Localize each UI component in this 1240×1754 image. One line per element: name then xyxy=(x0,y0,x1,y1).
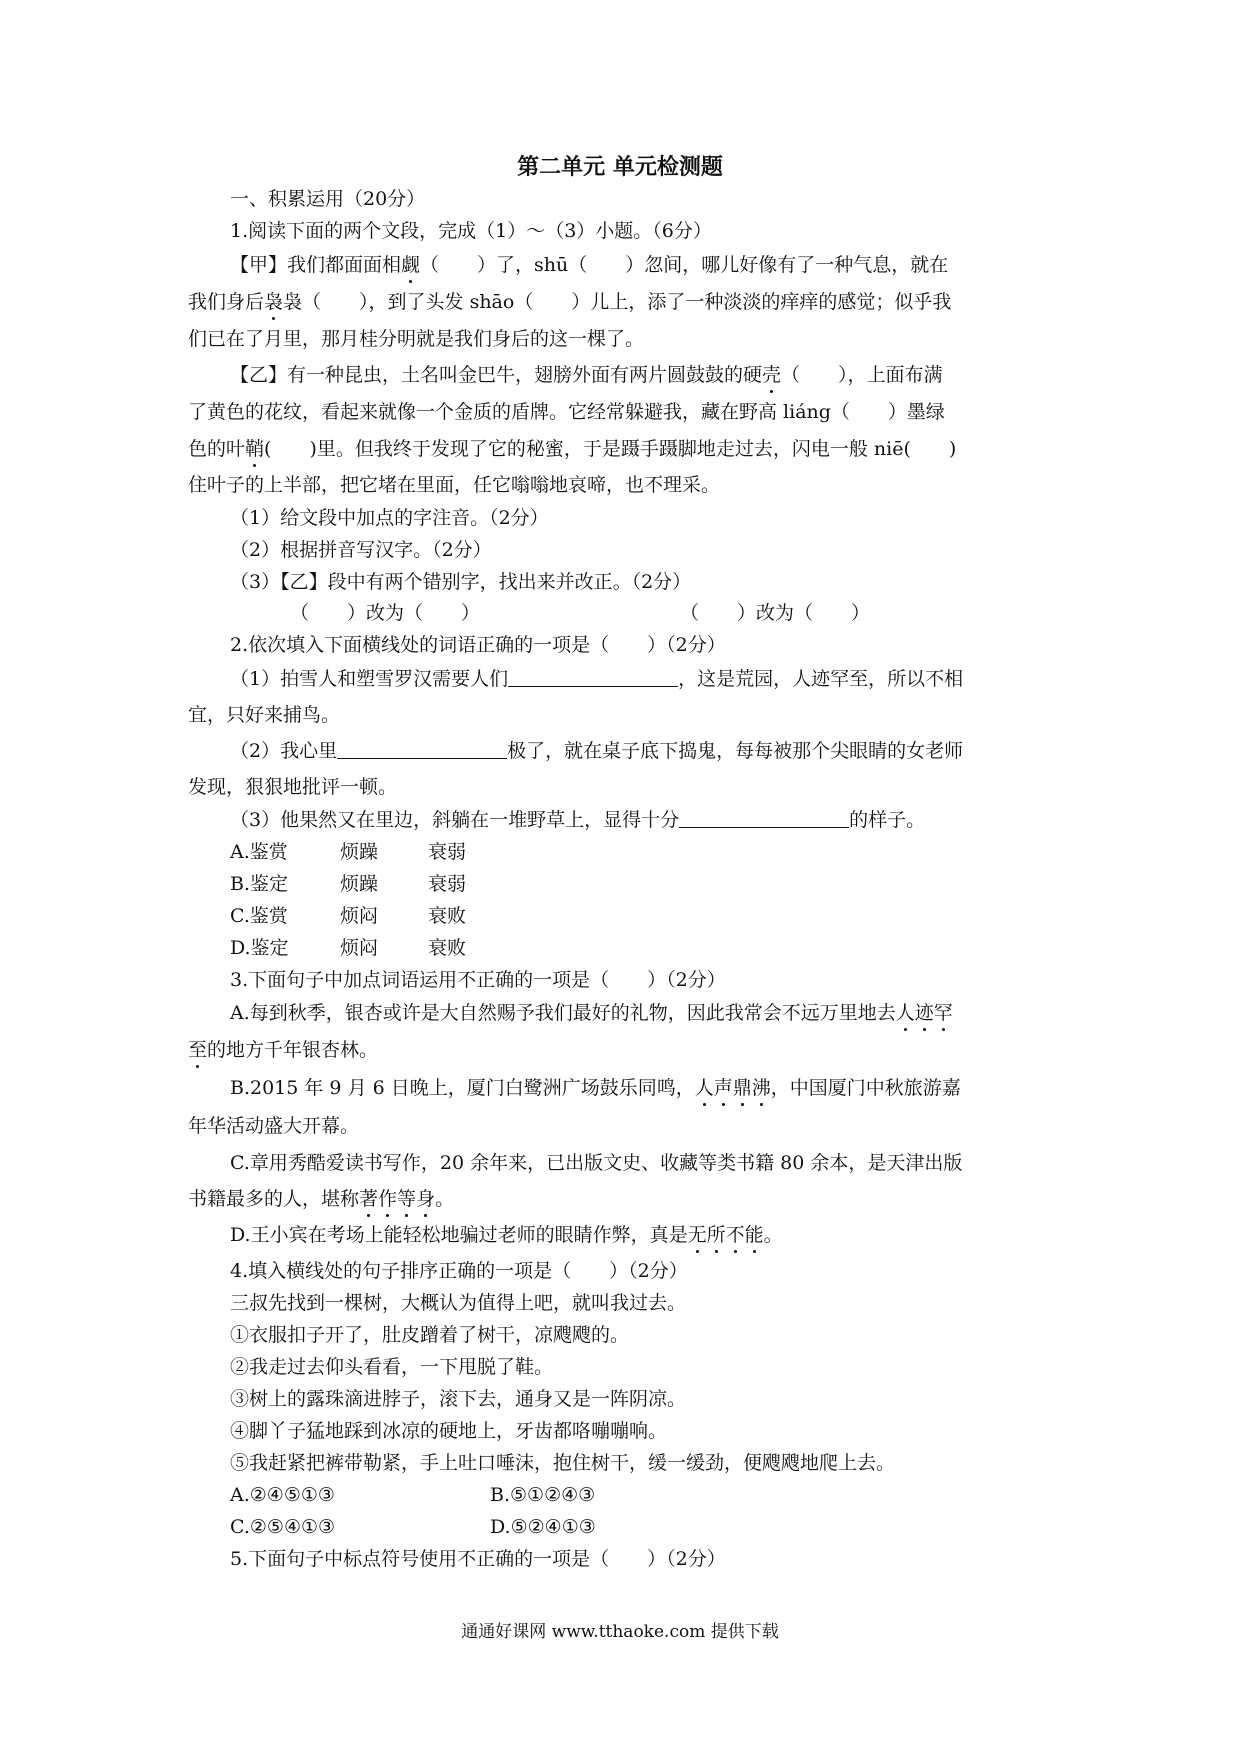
q3-option-b: B.2015 年 9 月 6 日晚上，厦门白鹭洲广场鼓乐同鸣，人声鼎沸，中国厦门中秋旅游嘉 xyxy=(230,1077,961,1099)
dotted-char: 人 xyxy=(895,1002,915,1024)
dotted-char: 鼎 xyxy=(732,1077,752,1099)
q2-option-c: C.鉴赏 烦闷 衰败 xyxy=(230,905,467,927)
q4-item-1: ①衣服扣子开了，肚皮蹭着了树干，凉飕飕的。 xyxy=(230,1324,630,1346)
q1-yi-line-4: 住叶子的上半部，把它堵在里面，任它嗡嗡地哀啼，也不理采。 xyxy=(188,474,721,496)
q4-stem: 4.填入横线处的句子排序正确的一项是（ ）（2分） xyxy=(230,1260,688,1282)
q4-options-row-1 xyxy=(230,1482,1056,1508)
dotted-char: 等 xyxy=(397,1188,417,1210)
page-title: 第二单元 单元检测题 xyxy=(517,155,723,180)
dotted-phrase xyxy=(896,1002,953,1024)
dotted-char: 作 xyxy=(378,1188,398,1210)
q1-sub-2: （2）根据拼音写汉字。（2分） xyxy=(230,539,492,561)
q1-sub-3: （3）【乙】段中有两个错别字，找出来并改正。（2分） xyxy=(230,571,692,593)
q1-sub-1: （1）给文段中加点的字注音。（2分） xyxy=(230,507,549,529)
q2-sentence-2: （2）我心里 极了，就在桌子底下捣鬼，每每被那个尖眼睛的女老师 xyxy=(230,740,964,762)
q2-sentence-3: （3）他果然又在里边，斜躺在一堆野草上，显得十分 的样子。 xyxy=(230,809,926,831)
dotted-char: 袅 xyxy=(264,291,284,313)
dotted-char: 不 xyxy=(725,1224,745,1246)
q4-item-4: ④脚丫子猛地踩到冰凉的硬地上，牙齿都咯嘣嘣响。 xyxy=(230,1420,668,1442)
dotted-char: 身 xyxy=(416,1188,436,1210)
q2-sentence-1-cont: 宜，只好来捕鸟。 xyxy=(188,704,341,726)
q4-option-c: C.②⑤④①③ xyxy=(230,1516,336,1538)
q2-option-b: B.鉴定 烦躁 衰弱 xyxy=(230,873,467,895)
q3-option-b-cont: 年华活动盛大开幕。 xyxy=(188,1115,360,1137)
dotted-phrase xyxy=(359,1188,435,1210)
q1-jia-line-1: 【甲】我们都面面相觑（ ）了，shū（ ）忽间，哪儿好像有了一种气息，就在 xyxy=(230,254,949,276)
page-footer: 通通好课网 www.tthaoke.com 提供下载 xyxy=(461,1622,779,1642)
dotted-char: 能 xyxy=(744,1224,764,1246)
fill-blank-line xyxy=(679,807,849,828)
dotted-char: 罕 xyxy=(933,1002,953,1024)
dotted-char: 声 xyxy=(713,1077,733,1099)
dotted-char: 迹 xyxy=(914,1002,934,1024)
section-heading: 一、积累运用（20分） xyxy=(230,188,426,210)
q1-fix-row xyxy=(290,600,990,626)
q2-sentence-2-cont: 发现，狠狠地批评一顿。 xyxy=(188,776,398,798)
q4-item-2: ②我走过去仰头看看，一下甩脱了鞋。 xyxy=(230,1356,554,1378)
dotted-char: 所 xyxy=(706,1224,726,1246)
q1-jia-line-2: 我们身后袅袅（ ），到了头发 shāo（ ）儿上，添了一种淡淡的痒痒的感觉；似乎我 xyxy=(188,291,952,313)
q1-yi-line-3: 色的叶鞘( )里。但我终于发现了它的秘蜜，于是蹑手蹑脚地走过去，闪电一般 niē( ) xyxy=(188,438,957,460)
q4-item-5: ⑤我赶紧把裤带勒紧，手上吐口唾沫，抱住树干，缓一缓劲，便飕飕地爬上去。 xyxy=(230,1452,896,1474)
q4-intro: 三叔先找到一棵树，大概认为值得上吧，就叫我过去。 xyxy=(230,1292,687,1314)
q2-option-a: A.鉴赏 烦躁 衰弱 xyxy=(230,841,467,863)
dotted-char: 鞘 xyxy=(245,438,265,460)
dotted-phrase: 至 xyxy=(188,1039,208,1061)
q4-options-row-2 xyxy=(230,1514,1056,1540)
q3-option-d: D.王小宾在考场上能轻松地骗过老师的眼睛作弊，真是无所不能。 xyxy=(230,1224,783,1246)
fix-blank-1: （ ）改为（ ） xyxy=(290,602,481,624)
dotted-char: 无 xyxy=(687,1224,707,1246)
dotted-char: 觑 xyxy=(401,254,421,276)
dotted-phrase xyxy=(688,1224,764,1246)
fix-blank-2: （ ）改为（ ） xyxy=(680,602,871,624)
q1-jia-line-3: 们已在了月里，那月桂分明就是我们身后的这一棵了。 xyxy=(188,328,645,350)
q4-option-a: A.②④⑤①③ xyxy=(230,1484,335,1506)
fill-blank-line xyxy=(508,666,678,687)
dotted-char: 人 xyxy=(694,1077,714,1099)
q4-item-3: ③树上的露珠滴进脖子，滚下去，通身又是一阵阴凉。 xyxy=(230,1388,687,1410)
q1-stem: 1.阅读下面的两个文段，完成（1）～（3）小题。（6分） xyxy=(230,220,712,242)
q1-yi-line-1: 【乙】有一种昆虫，土名叫金巴牛，翅膀外面有两片圆鼓鼓的硬壳（ ），上面布满 xyxy=(230,364,943,386)
fill-blank-line xyxy=(337,738,507,759)
dotted-phrase xyxy=(695,1077,771,1099)
dotted-char: 著 xyxy=(359,1188,379,1210)
dotted-char: 沸 xyxy=(751,1077,771,1099)
q1-yi-line-2: 了黄色的花纹，看起来就像一个金质的盾牌。它经常躲避我，藏在野高 liáng（ ）墨绿 xyxy=(188,401,945,423)
q3-option-c: C.章用秀酷爱读书写作，20 余年来，已出版文史、收藏等类书籍 80 余本，是天津出版 xyxy=(230,1152,963,1174)
q4-option-b: B.⑤①②④③ xyxy=(490,1484,596,1506)
q3-option-a-cont: 至的地方千年银杏林。 xyxy=(188,1039,379,1061)
q2-stem: 2.依次填入下面横线处的词语正确的一项是（ ）（2分） xyxy=(230,634,726,656)
q4-option-d: D.⑤②④①③ xyxy=(490,1516,596,1538)
q3-option-c-cont: 书籍最多的人，堪称著作等身。 xyxy=(188,1188,455,1210)
dotted-char: 壳 xyxy=(762,364,782,386)
q2-option-d: D.鉴定 烦闷 衰败 xyxy=(230,937,467,959)
q3-stem: 3.下面句子中加点词语运用不正确的一项是（ ）（2分） xyxy=(230,969,726,991)
q5-stem: 5.下面句子中标点符号使用不正确的一项是（ ）（2分） xyxy=(230,1548,726,1570)
q2-sentence-1: （1）拍雪人和塑雪罗汉需要人们 ，这是荒园，人迹罕至，所以不相 xyxy=(230,668,964,690)
q3-option-a: A.每到秋季，银杏或许是大自然赐予我们最好的礼物，因此我常会不远万里地去人迹罕 xyxy=(230,1002,953,1024)
